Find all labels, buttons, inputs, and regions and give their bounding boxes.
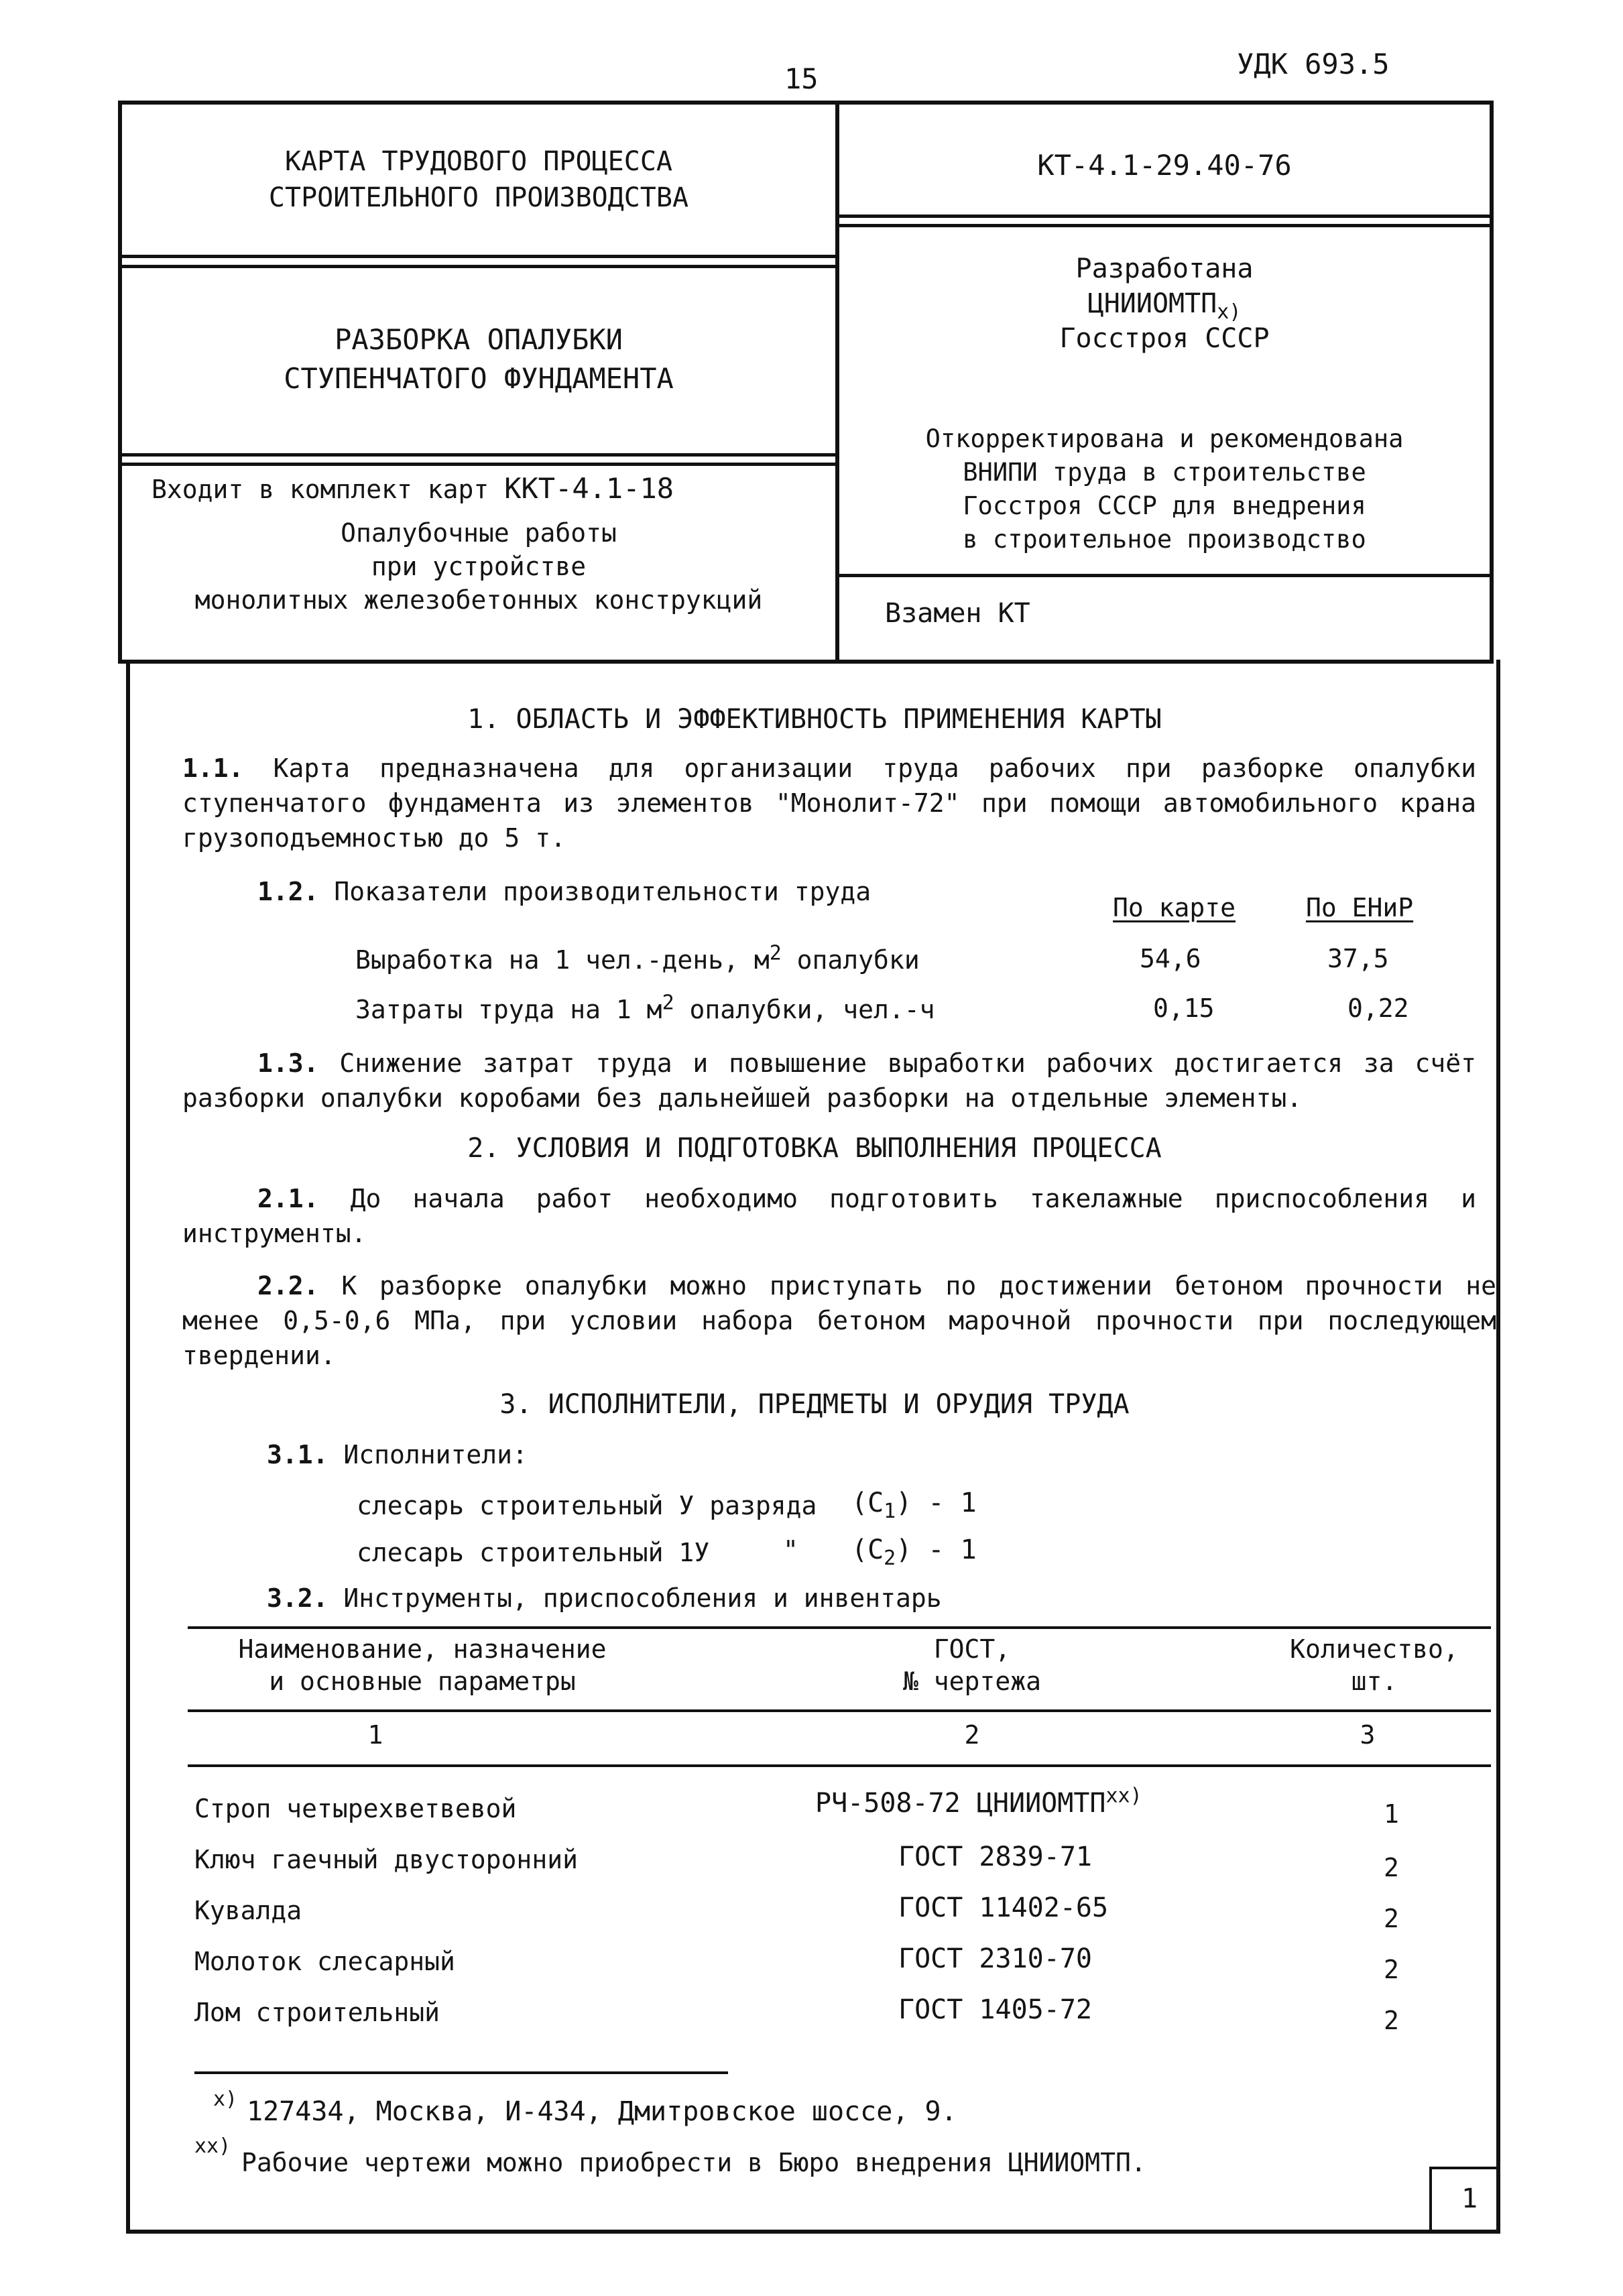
- footnote-1-mark: x): [213, 2088, 238, 2111]
- card-type-line2: СТРОИТЕЛЬНОГО ПРОИЗВОДСТВА: [268, 182, 689, 213]
- footnote-2-text: Рабочие чертежи можно приобрести в Бюро внедрения ЦНИИОМТП.: [241, 2148, 1146, 2177]
- worker-2-ditto: ": [783, 1535, 798, 1565]
- row-name: Молоток слесарный: [194, 1947, 455, 1976]
- col-enir-header: По ЕНиР: [1306, 893, 1414, 922]
- section1-heading: 1. ОБЛАСТЬ И ЭФФЕКТИВНОСТЬ ПРИМЕНЕНИЯ КАРТЫ: [467, 704, 1162, 735]
- table-head-name: [188, 1633, 657, 1697]
- para-1-3-number: 1.3.: [257, 1048, 319, 1078]
- row-gost: [815, 1786, 1142, 1821]
- card-title-line2: СТУПЕНЧАТОГО ФУНДАМЕНТА: [284, 362, 674, 395]
- table-num-2: 2: [964, 1720, 980, 1750]
- metric-output-tail: опалубки: [796, 945, 920, 975]
- para-1-2-number: 1.2.: [257, 877, 319, 906]
- metric-output: [355, 943, 920, 977]
- table-head-gost-line1: ГОСТ,: [933, 1634, 1011, 1664]
- worker-2-code: [851, 1532, 977, 1570]
- row-name: Кувалда: [194, 1896, 302, 1925]
- set-label: Входит в комплект карт: [152, 475, 489, 504]
- corrected-line1: Откорректирована и рекомендована: [925, 424, 1404, 453]
- row-name: Ключ гаечный двусторонний: [194, 1845, 578, 1874]
- metric-output-sup: 2: [769, 941, 782, 965]
- metric-output-card: 54,6: [1140, 944, 1201, 973]
- para-2-2-text: К разборке опалубки можно приступать по достижении бетоном прочности не менее 0,5-0,6 МПа, при условии набора бетоном марочной прочности при последующем твердении.: [182, 1271, 1496, 1370]
- metric-labor-sup: 2: [662, 991, 674, 1015]
- worker-2-code-sub: 2: [884, 1547, 896, 1570]
- table-head-name-line2: и основные параметры: [269, 1667, 576, 1696]
- row-qty: 2: [1384, 1853, 1399, 1882]
- para-3-2-text: Инструменты, приспособления и инвентарь: [343, 1583, 942, 1613]
- table-num-rule: [188, 1764, 1491, 1767]
- corrected-line3: Госстроя СССР для внедрения: [963, 491, 1366, 520]
- para-3-1-text: Исполнители:: [343, 1440, 528, 1469]
- box-bottom-border: [118, 660, 1494, 664]
- para-1-2: [257, 874, 871, 909]
- metric-output-enir: 37,5: [1327, 944, 1389, 973]
- para-3-1-number: 3.1.: [267, 1440, 328, 1469]
- para-1-1: [182, 751, 1476, 855]
- udk-code: УДК 693.5: [1237, 48, 1390, 80]
- developed-org: ЦНИИОМТП: [1087, 288, 1217, 319]
- row-gost-mark: xx): [1105, 1784, 1142, 1808]
- developed-line2: [839, 286, 1490, 324]
- row-name: Строп четырехветвевой: [194, 1794, 517, 1823]
- worker-1-name: слесарь строительный У разряда: [357, 1491, 817, 1520]
- col-card-header: По карте: [1113, 893, 1236, 922]
- set-description: [122, 516, 835, 617]
- developed-by: [839, 251, 1490, 356]
- row-qty: 2: [1384, 2006, 1399, 2035]
- frame-bottom: [126, 2230, 1500, 2234]
- page-number: 15: [784, 62, 819, 95]
- metric-labor-label: Затраты труда на 1 м: [355, 995, 662, 1024]
- row-qty: 1: [1384, 1799, 1399, 1829]
- worker-2-name: слесарь строительный 1У: [357, 1538, 710, 1567]
- worker-1-code-sub: 1: [884, 1500, 896, 1523]
- section3-heading: 3. ИСПОЛНИТЕЛИ, ПРЕДМЕТЫ И ОРУДИЯ ТРУДА: [499, 1389, 1130, 1420]
- frame-left: [126, 660, 130, 2232]
- worker-1-code-letter: (С: [851, 1488, 884, 1518]
- worker-2-code-letter: (С: [851, 1534, 884, 1565]
- row-gost: ГОСТ 2310-70: [898, 1943, 1092, 1974]
- table-head-name-line1: Наименование, назначение: [238, 1634, 607, 1664]
- worker-2: [357, 1535, 709, 1570]
- right-divider-1b: [835, 224, 1494, 227]
- left-divider-2b: [118, 463, 839, 466]
- box-center-divider: [835, 101, 839, 664]
- developed-line1: Разработана: [1075, 253, 1254, 284]
- row-qty: 2: [1384, 1955, 1399, 1984]
- set-code: ККТ-4.1-18: [504, 472, 674, 505]
- set-line2: Опалубочные работы: [341, 518, 617, 548]
- table-head-rule: [188, 1709, 1491, 1712]
- metric-labor-tail: опалубки, чел.-ч: [689, 995, 935, 1024]
- metric-labor: [355, 992, 935, 1027]
- para-2-1: [182, 1181, 1476, 1251]
- row-qty: 2: [1384, 1904, 1399, 1933]
- set-line4: монолитных железобетонных конструкций: [194, 585, 763, 615]
- row-name: Лом строительный: [194, 1998, 440, 2027]
- table-head-qty: [1260, 1633, 1488, 1697]
- worker-1-count: ) - 1: [896, 1488, 977, 1518]
- metric-labor-card: 0,15: [1153, 993, 1215, 1023]
- worker-1-code: [851, 1486, 977, 1523]
- footnote-rule: [194, 2071, 728, 2074]
- card-title: [122, 320, 835, 398]
- left-divider-1: [118, 255, 839, 258]
- para-3-2: [267, 1581, 942, 1616]
- para-3-2-number: 3.2.: [267, 1583, 328, 1613]
- developed-footnote-mark: x): [1217, 300, 1242, 324]
- row-gost-text: РЧ-508-72 ЦНИИОМТП: [815, 1788, 1106, 1819]
- sheet-number: 1: [1461, 2183, 1478, 2214]
- row-gost: ГОСТ 11402-65: [898, 1892, 1109, 1923]
- para-2-1-text: До начала работ необходимо подготовить такелажные приспособления и инструменты.: [182, 1184, 1476, 1248]
- left-divider-1b: [118, 265, 839, 268]
- worker-1: [357, 1488, 817, 1523]
- table-top-rule: [188, 1626, 1491, 1629]
- table-num-1: 1: [367, 1720, 383, 1750]
- corrected-line2: ВНИПИ труда в строительстве: [963, 458, 1366, 487]
- para-1-1-text: Карта предназначена для организации труда рабочих при разборке опалубки ступенчатого фундамента из элементов "Монолит-72" при помощи автомобильного крана грузоподъемностью до 5 т.: [182, 753, 1476, 853]
- metric-output-label: Выработка на 1 чел.-день, м: [355, 945, 770, 975]
- corrected-by: [839, 422, 1490, 556]
- left-divider-2: [118, 453, 839, 457]
- footnote-1-text: 127434, Москва, И-434, Дмитровское шоссе, 9.: [247, 2096, 957, 2127]
- table-num-3: 3: [1360, 1720, 1376, 1750]
- para-2-1-number: 2.1.: [257, 1184, 319, 1213]
- frame-right: [1496, 660, 1500, 2232]
- para-1-3: [182, 1046, 1476, 1115]
- card-title-line1: РАЗБОРКА ОПАЛУБКИ: [335, 323, 623, 356]
- para-3-1: [267, 1437, 528, 1472]
- sheet-box-left: [1429, 2167, 1432, 2232]
- box-top-border: [118, 101, 1494, 105]
- table-head-qty-line1: Количество,: [1290, 1634, 1459, 1664]
- table-head-gost-line2: № чертежа: [903, 1667, 1041, 1696]
- section2-heading: 2. УСЛОВИЯ И ПОДГОТОВКА ВЫПОЛНЕНИЯ ПРОЦЕССА: [467, 1133, 1162, 1164]
- footnote-2-mark: xx): [194, 2134, 231, 2158]
- table-head-gost: [804, 1633, 1140, 1697]
- right-divider-1: [835, 215, 1494, 218]
- para-1-1-number: 1.1.: [182, 753, 244, 783]
- set-line3: при устройстве: [371, 552, 587, 581]
- row-gost: ГОСТ 2839-71: [898, 1841, 1092, 1872]
- set-membership: [152, 471, 674, 507]
- corrected-line4: в строительное производство: [963, 525, 1366, 554]
- para-1-3-text: Снижение затрат труда и повышение выработки рабочих достигается за счёт разборки опалубки коробами без дальнейшей разборки на отдельные элементы.: [182, 1048, 1476, 1113]
- row-gost: ГОСТ 1405-72: [898, 1994, 1092, 2025]
- para-2-2-number: 2.2.: [257, 1271, 319, 1301]
- para-1-2-text: Показатели производительности труда: [334, 877, 871, 906]
- card-type: [122, 143, 835, 216]
- developed-line3: Госстроя СССР: [1059, 323, 1270, 354]
- replaces: Взамен КТ: [885, 598, 1030, 629]
- table-head-qty-line2: шт.: [1351, 1667, 1398, 1696]
- metric-labor-enir: 0,22: [1347, 993, 1409, 1023]
- worker-2-count: ) - 1: [896, 1534, 977, 1565]
- right-divider-2: [835, 574, 1494, 577]
- para-2-2: [182, 1268, 1496, 1373]
- box-right-border: [1490, 101, 1494, 664]
- card-type-line1: КАРТА ТРУДОВОГО ПРОЦЕССА: [285, 146, 672, 177]
- card-code: КТ-4.1-29.40-76: [1037, 149, 1292, 182]
- sheet-box-top: [1429, 2167, 1496, 2169]
